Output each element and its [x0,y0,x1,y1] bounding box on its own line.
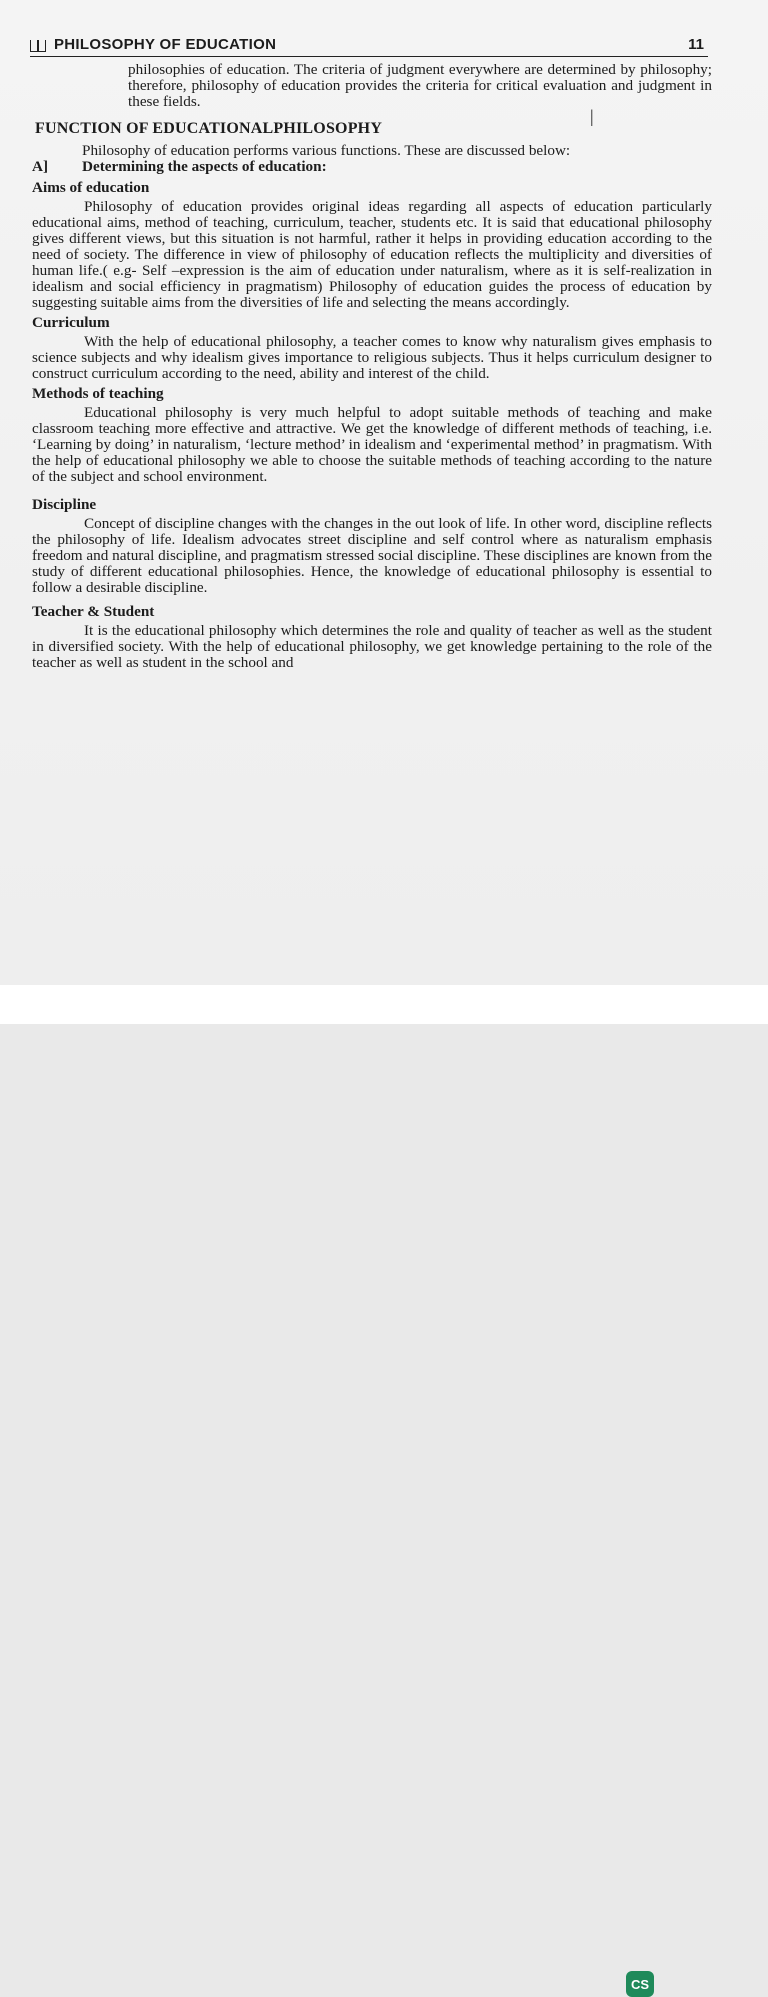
section-heading: FUNCTION OF EDUCATIONALPHILOSOPHY [35,120,383,137]
pen-mark: | [590,106,594,126]
topic-text-aims: Philosophy of education provides original ideas regarding all aspects of education particularly educational aims, method of teaching, curriculum, teacher, students etc. It is said that educational philosophy gives different views, but this situation is not harmful, rather it helps in providing education according to the need of society. The difference in view of philosophy of education reflects the multiplicity and diversities of human life.( e.g- Self –expression is the aim of education under naturalism, where as it is self-realization in idealism and social efficiency in pragmatism) Philosophy of education guides the process of education by suggesting suitable aims from the diversities of life and selecting the means accordingly. [32,198,712,311]
topic-heading-aims: Aims of education [32,179,150,196]
topic-heading-curriculum: Curriculum [32,314,110,331]
intro-paragraph: philosophies of education. The criteria of judgment everywhere are determined by philosophy; therefore, philosophy of education provides the criteria for critical evaluation and judgment in these fields. [128,61,712,110]
header-title: PHILOSOPHY OF EDUCATION [54,36,277,53]
topic-text-curriculum: With the help of educational philosophy, a teacher comes to know why naturalism gives emphasis to science subjects and why idealism gives importance to religious subjects. Thus it helps curriculum designer to construct curriculum according to the need, ability and interest of the child. [32,333,712,382]
subsection-heading [32,159,712,175]
book-icon [30,40,46,52]
section-intro: Philosophy of education performs various functions. These are discussed below: [82,142,571,159]
topic-text-discipline: Concept of discipline changes with the changes in the out look of life. In other word, discipline reflects the philosophy of life. Idealism advocates street discipline and self control where as naturalism emphasis freedom and natural discipline, and pragmatism stressed social discipline. These disciplines are known from the study of different educational philosophies. Hence, the knowledge of educational philosophy is essential to follow a desirable discipline. [32,515,712,596]
subsection-number: A] [32,158,49,175]
camscanner-logo: CS [626,1971,654,1997]
running-header [30,36,708,57]
topic-text-teacher-student: It is the educational philosophy which determines the role and quality of teacher as well as the student in diversified society. With the help of educational philosophy, we get knowledge pertaining to the role of the teacher as well as student in the school and [32,622,712,671]
topic-heading-teacher-student: Teacher & Student [32,603,155,620]
topic-heading-discipline: Discipline [32,496,97,513]
book-page [0,0,768,985]
page-number: 11 [688,36,704,53]
page-body [32,62,712,671]
topic-heading-methods: Methods of teaching [32,385,164,402]
scanner-footer [0,985,768,1992]
subsection-title: Determining the aspects of education: [82,158,327,175]
topic-text-methods: Educational philosophy is very much helpful to adopt suitable methods of teaching and make classroom teaching more effective and attractive. We get the knowledge of different methods of teaching, i.e. ‘Learning by doing’ in naturalism, ‘lecture method’ in idealism and ‘experimental method’ in pragmatism. With the help of educational philosophy we able to choose the suitable methods of teaching according to the nature of the subject and school environment. [32,404,712,485]
